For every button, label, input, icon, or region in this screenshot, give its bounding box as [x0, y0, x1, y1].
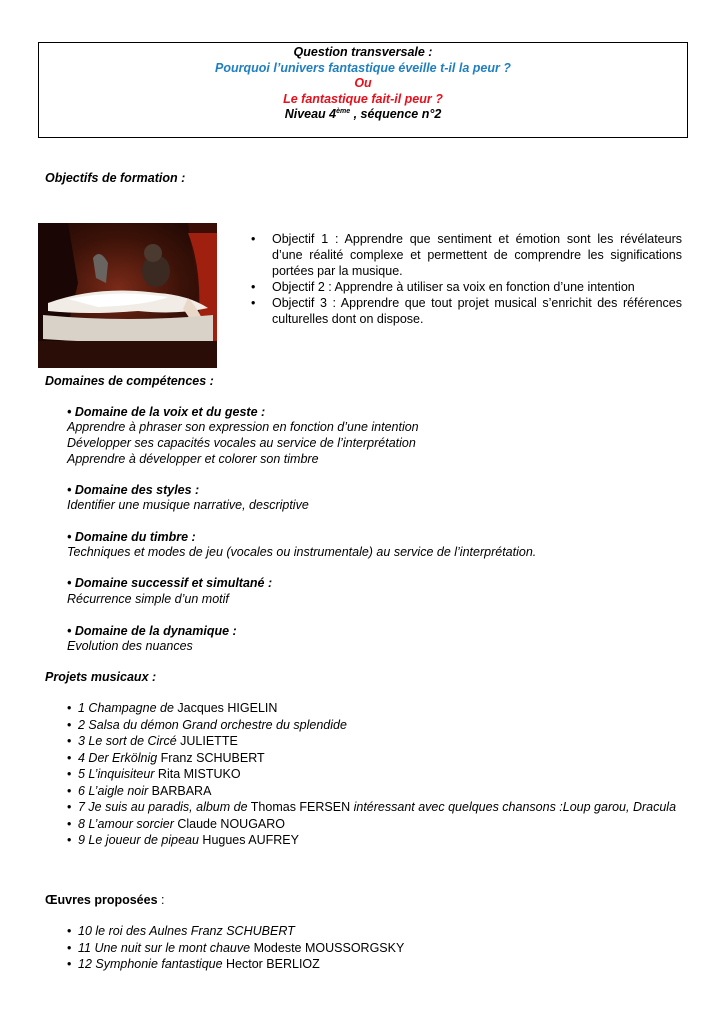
list-item: • 6 L’aigle noir BARBARA — [67, 783, 212, 798]
list-item: • 4 Der Erkölnig Franz SCHUBERT — [67, 750, 265, 765]
domaine-line: Apprendre à développer et colorer son timbre — [67, 452, 319, 466]
header-question-1: Pourquoi l’univers fantastique éveille t-il la peur ? — [215, 60, 511, 75]
domaine-line: Identifier une musique narrative, descriptive — [67, 498, 309, 512]
list-item: • 3 Le sort de Circé JULIETTE — [67, 734, 238, 748]
objective-item: • Objectif 3 : Apprendre que tout projet musical s’enrichit des références culturelles dont on dispose. — [251, 296, 682, 326]
projets-list — [67, 700, 687, 849]
list-item: • 10 le roi des Aulnes Franz SCHUBERT — [67, 924, 295, 938]
domaine-heading: • Domaine de la dynamique : — [67, 624, 237, 638]
header-or: Ou — [354, 76, 372, 90]
domaine-heading: • Domaine du timbre : — [67, 530, 196, 544]
projets-title: Projets musicaux : — [45, 670, 157, 684]
objectifs-title: Objectifs de formation : — [45, 171, 186, 185]
domaine-heading: • Domaine successif et simultané : — [67, 576, 273, 590]
domaine-line: Récurrence simple d’un motif — [67, 592, 229, 606]
list-item: • 7 Je suis au paradis, album de Thomas FERSEN intéressant avec quelques chansons :Loup garou, Dracula — [67, 800, 677, 814]
domaine-line: Techniques et modes de jeu (vocales ou instrumentale) au service de l’interprétation. — [67, 545, 537, 559]
header-box — [38, 42, 688, 138]
list-item: • 8 L’amour sorcier Claude NOUGARO — [67, 816, 286, 831]
header-question-label: Question transversale : — [293, 45, 433, 59]
list-item: • 2 Salsa du démon Grand orchestre du splendide — [67, 717, 347, 732]
domaine-heading: • Domaine des styles : — [67, 483, 200, 497]
objective-item: • Objectif 2 : Apprendre à utiliser sa voix en fonction d’une intention — [251, 280, 635, 294]
list-item: • 5 L’inquisiteur Rita MISTUKO — [67, 767, 241, 781]
domaine-heading: • Domaine de la voix et du geste : — [67, 405, 266, 419]
list-item: • 9 Le joueur de pipeau Hugues AUFREY — [67, 833, 299, 847]
objectives-list — [248, 231, 682, 327]
objective-item: • Objectif 1 : Apprendre que sentiment et émotion sont les révélateurs d’une réalité complexe et permettent de comprendre les significations portées par la musique. — [251, 232, 682, 278]
oeuvres-title: Œuvres proposées : — [45, 893, 165, 907]
domaines-title: Domaines de compétences : — [45, 374, 214, 388]
header-question-2: Le fantastique fait-il peur ? — [283, 91, 443, 106]
oeuvres-list — [67, 923, 687, 973]
painting-image — [38, 223, 217, 368]
list-item: • 12 Symphonie fantastique Hector BERLIOZ — [67, 957, 320, 971]
list-item: • 1 Champagne de Jacques HIGELIN — [67, 701, 278, 715]
domaine-line: Développer ses capacités vocales au service de l’interprétation — [67, 436, 416, 450]
header-level: Niveau 4ème , séquence n°2 — [284, 107, 442, 121]
domaine-line: Apprendre à phraser son expression en fonction d’une intention — [67, 420, 419, 434]
list-item: • 11 Une nuit sur le mont chauve Modeste MOUSSORGSKY — [67, 940, 405, 955]
domaine-line: Evolution des nuances — [67, 639, 193, 653]
